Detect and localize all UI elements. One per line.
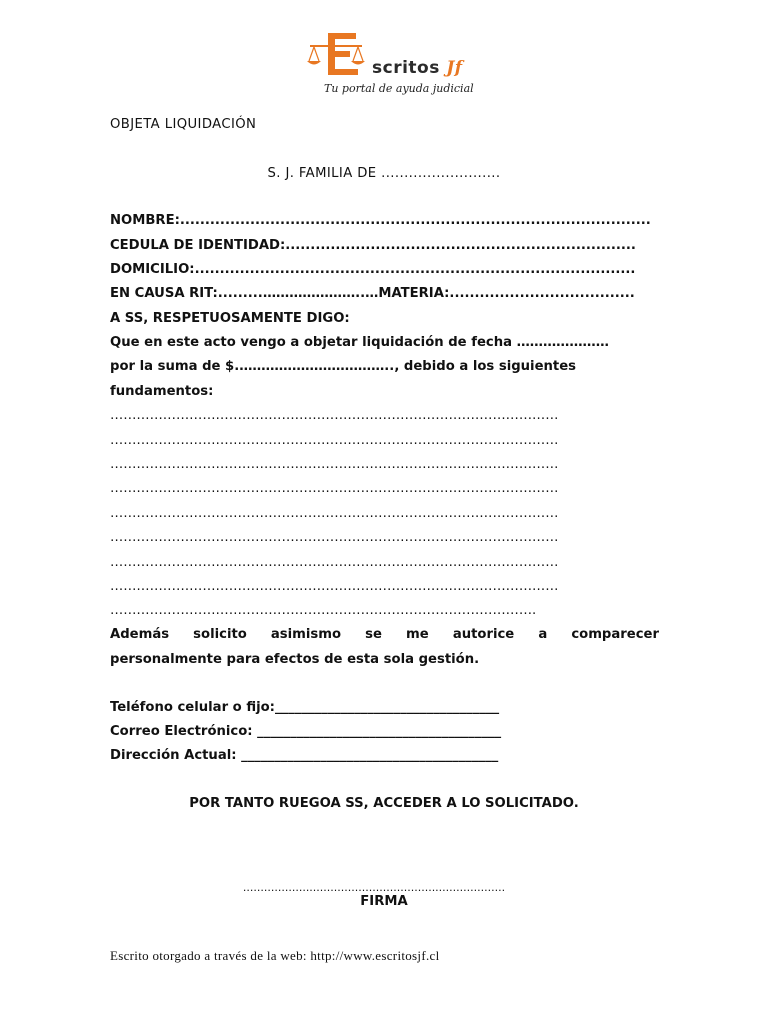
dotted-line: ………………………………………………………………………………………… (110, 433, 559, 448)
correo-field: Correo Electrónico: _____________________________________ (110, 724, 502, 739)
body-line-1: Que en este acto vengo a objetar liquidación de fecha ………………… (110, 335, 609, 350)
word: autorice (452, 627, 515, 642)
logo-text: scritos Jf (372, 58, 463, 78)
cedula-field: CEDULA DE IDENTIDAD:...................................................................... (110, 238, 636, 253)
word: se (365, 627, 382, 642)
word: asimismo (270, 627, 342, 642)
word: a (538, 627, 548, 642)
logo-tagline: Tu portal de ayuda judicial (324, 82, 474, 95)
closing-statement: POR TANTO RUEGOA SS, ACCEDER A LO SOLICITADO. (189, 796, 579, 811)
request-line-2: personalmente para efectos de esta sola gestión. (110, 652, 480, 667)
dotted-line: ………………………………………………………………………………………… (110, 579, 559, 594)
word: solicito (193, 627, 247, 642)
request-line-1 (110, 627, 659, 643)
salutation: A SS, RESPETUOSAMENTE DIGO: (110, 311, 350, 326)
court-line: S. J. FAMILIA DE .......................... (267, 166, 501, 181)
word: comparecer (571, 627, 659, 642)
signature-label: FIRMA (360, 894, 408, 909)
telefono-field: Teléfono celular o fijo:__________________________________ (110, 700, 500, 715)
dotted-line: ………………………………………………………………………………………… (110, 506, 559, 521)
dotted-line: ………………………………………………………………………………………… (110, 530, 559, 545)
dotted-line: ………………………………………………………………………………………… (110, 555, 559, 570)
body-line-2: por la suma de $.…………………………….., debido a los siguientes (110, 359, 577, 374)
word: Además (110, 627, 170, 642)
dotted-line: ………………………………………………………………………………………… (110, 481, 559, 496)
causa-materia-field: EN CAUSA RIT:.........…………………..…MATERIA:..................................... (110, 286, 635, 301)
direccion-field: Dirección Actual: _______________________________________ (110, 748, 499, 763)
dotted-line: ………………………………………………………………………………………… (110, 457, 559, 472)
footer-note: Escrito otorgado a través de la web: http://www.escritosjf.cl (110, 948, 440, 963)
dotted-line: ……………………………………………………………………………………. (110, 603, 537, 618)
body-line-3: fundamentos: (110, 384, 214, 399)
escritos-jf-logo (304, 30, 474, 98)
nombre-field: NOMBRE:.............................................................................................. (110, 213, 651, 228)
dotted-line: ………………………………………………………………………………………… (110, 408, 559, 423)
document-heading: OBJETA LIQUIDACIÓN (110, 117, 257, 132)
signature-line: ........................................................................... (242, 881, 506, 894)
domicilio-field: DOMICILIO:........................................................................................ (110, 262, 636, 277)
word: me (406, 627, 429, 642)
